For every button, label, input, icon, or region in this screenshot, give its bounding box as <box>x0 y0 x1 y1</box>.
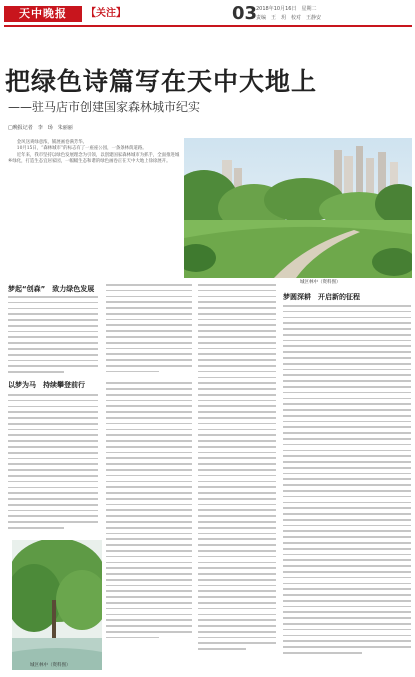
lead-line: 金风送爽绿意浓，铺展画卷满芳华。 <box>8 140 88 145</box>
body-column <box>198 284 276 654</box>
lead-line: 10月15日，“森林城市”的标志有了一座座公园，一条条林荫道路。 <box>8 146 147 152</box>
section-label: 【关注】 <box>86 8 126 19</box>
photo-caption: 城区林中（资料图） <box>30 663 71 668</box>
byline: □晚报记者 李 玚 朱丽丽 <box>8 125 73 131</box>
body-column <box>8 296 98 377</box>
subtitle: ——驻马店市创建国家森林城市纪实 <box>8 100 201 114</box>
masthead-rule <box>4 25 412 27</box>
page-title: 把绿色诗篇写在天中大地上 <box>5 67 318 96</box>
photo-caption: 城区林中（资料图） <box>300 280 341 285</box>
newspaper-logo: 天中晚报 <box>4 6 82 22</box>
editor-line: 责编 王 玥 校对 王静安 <box>256 15 322 21</box>
section-heading: 梦起“创森” 致力绿色发展 <box>8 285 95 293</box>
section-heading: 梦圆深耕 开启新的征程 <box>283 293 360 301</box>
page-number: 03 <box>232 3 258 24</box>
body-column <box>8 394 98 533</box>
issue-date: 2018年10月16日 星期二 <box>256 6 317 12</box>
waterside-trees-photo <box>12 540 102 670</box>
forest-park-photo <box>184 138 412 278</box>
lead-line: 近年来，我市坚持以绿色发展理念为引领，以创建国家森林城市为抓手，全面推进城乡绿化，打造生态宜居家园，一幅幅生态和谐的绿色画卷正在天中大地上徐徐展开。 <box>8 152 180 164</box>
section-heading: 以梦为马 持续攀登前行 <box>8 381 85 389</box>
body-column <box>283 305 411 658</box>
body-column <box>106 284 192 642</box>
lead-paragraph <box>8 140 180 165</box>
